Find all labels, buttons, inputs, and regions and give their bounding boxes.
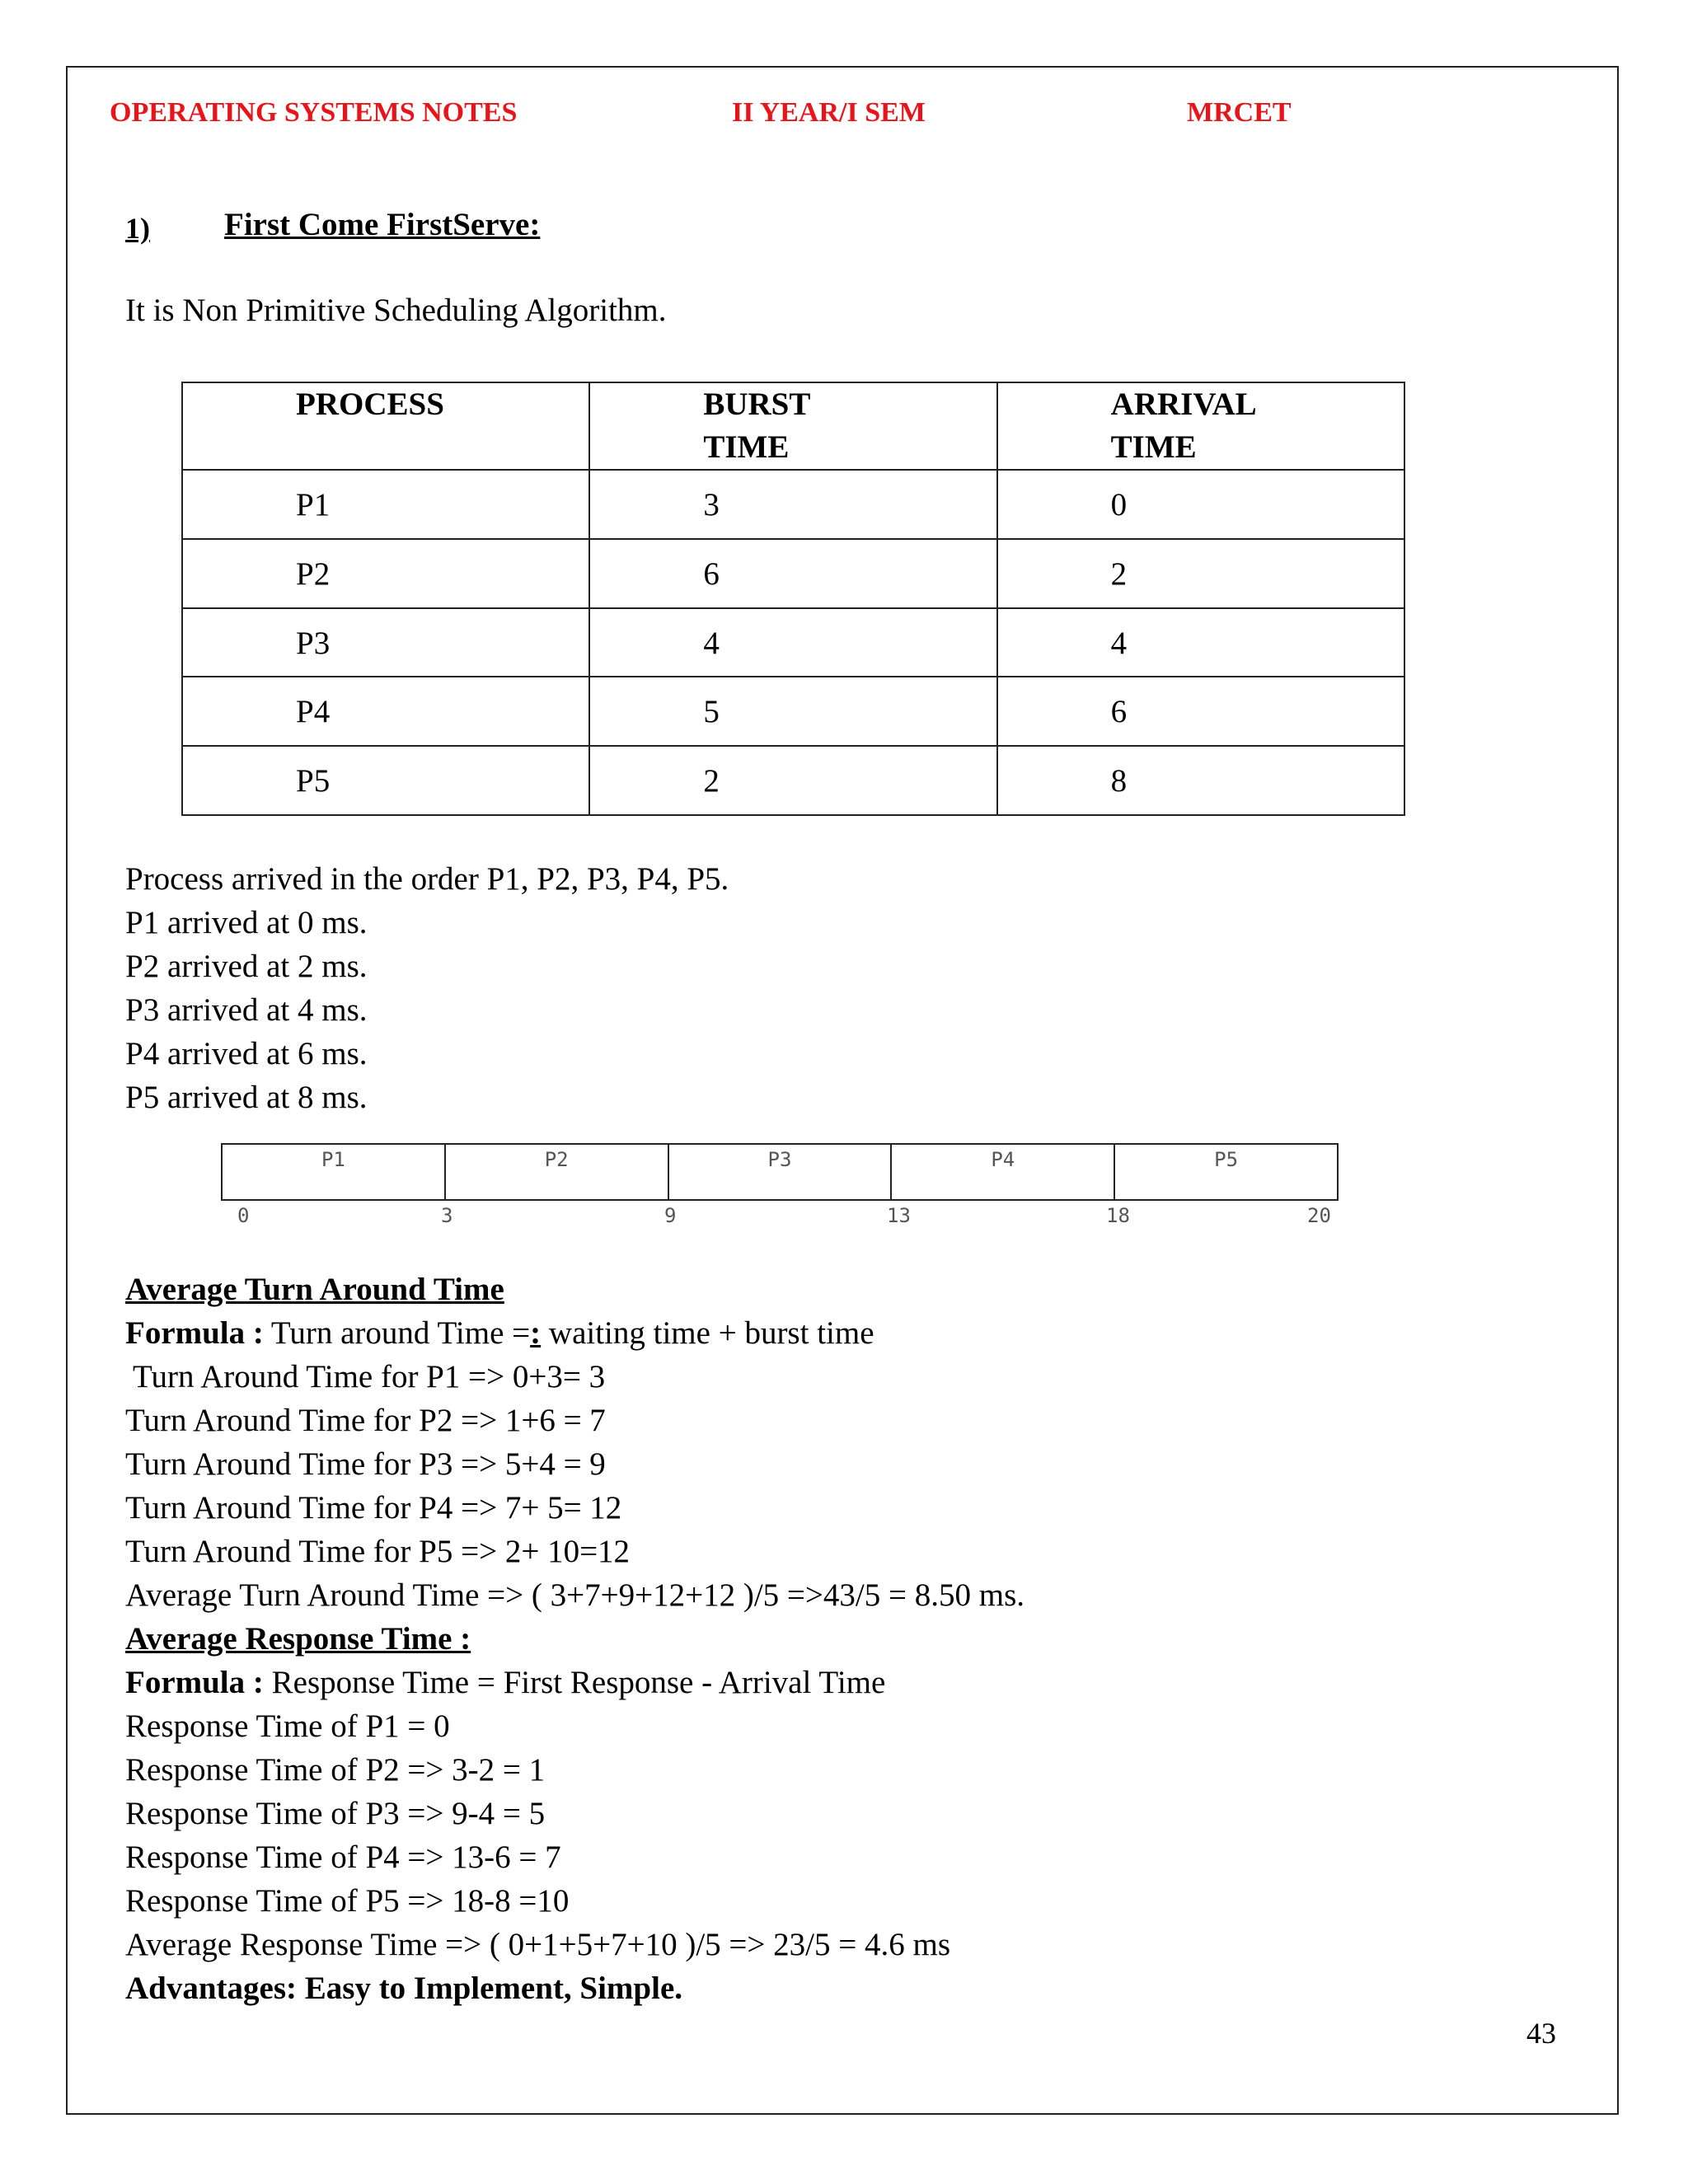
- header-cell-process: PROCESS: [182, 382, 589, 470]
- arrival-line: P2 arrived at 2 ms.: [125, 949, 368, 984]
- rt-line: Response Time of P4 => 13-6 = 7: [125, 1840, 561, 1875]
- table-row: [182, 746, 1404, 815]
- table-cell: 4: [997, 608, 1404, 677]
- tat-line: Turn Around Time for P2 => 1+6 = 7: [125, 1403, 606, 1438]
- table-cell: P2: [182, 539, 589, 608]
- table-cell: P3: [182, 608, 589, 677]
- gantt-tick: 13: [887, 1204, 911, 1227]
- gantt-tick: 20: [1307, 1204, 1331, 1227]
- advantages: Advantages: Easy to Implement, Simple.: [125, 1971, 683, 2006]
- intro-text: It is Non Primitive Scheduling Algorithm.: [125, 293, 667, 328]
- page-number: 43: [1526, 2017, 1556, 2050]
- gantt-chart: [221, 1143, 1339, 1201]
- rt-heading: Average Response Time :: [125, 1621, 471, 1657]
- rt-formula: Formula : Response Time = First Response - Arrival Time: [125, 1665, 886, 1700]
- header-course-title: OPERATING SYSTEMS NOTES: [110, 97, 518, 128]
- arrival-description: [125, 857, 729, 1119]
- table-row: [182, 608, 1404, 677]
- arrival-line: P5 arrived at 8 ms.: [125, 1080, 368, 1115]
- tat-line: Turn Around Time for P3 => 5+4 = 9: [125, 1446, 606, 1482]
- header-year-sem: II YEAR/I SEM: [732, 97, 926, 128]
- table-cell: 5: [589, 677, 996, 746]
- table-cell: 4: [589, 608, 996, 677]
- gantt-block: P5: [1214, 1148, 1239, 1171]
- process-table: [181, 382, 1405, 816]
- arrival-line: P4 arrived at 6 ms.: [125, 1036, 368, 1071]
- arrival-line: Process arrived in the order P1, P2, P3, P4, P5.: [125, 861, 729, 897]
- tat-heading: Average Turn Around Time: [125, 1272, 504, 1307]
- arrival-line: P1 arrived at 0 ms.: [125, 905, 368, 940]
- gantt-block: P3: [669, 1145, 893, 1199]
- table-cell: 6: [589, 539, 996, 608]
- gantt-block: P1: [223, 1145, 446, 1199]
- section-title: First Come FirstServe:: [224, 207, 541, 242]
- gantt-tick: 9: [664, 1204, 677, 1227]
- table-cell: 2: [997, 539, 1404, 608]
- table-cell: 0: [997, 470, 1404, 539]
- table-cell: P1: [182, 470, 589, 539]
- table-cell: 3: [589, 470, 996, 539]
- header-cell-burst-time: BURST TIME: [589, 382, 996, 470]
- table-cell: 6: [997, 677, 1404, 746]
- tat-line: Turn Around Time for P4 => 7+ 5= 12: [125, 1490, 622, 1526]
- table-row: [182, 677, 1404, 746]
- tat-line: Turn Around Time for P5 => 2+ 10=12: [125, 1534, 631, 1569]
- table-row: [182, 470, 1404, 539]
- rt-line: Response Time of P1 = 0: [125, 1708, 450, 1744]
- gantt-tick: 18: [1106, 1204, 1130, 1227]
- header-cell-arrival-time: ARRIVAL TIME: [997, 382, 1404, 470]
- header-institution: MRCET: [1187, 97, 1292, 128]
- gantt-block: P2: [446, 1145, 669, 1199]
- rt-average: Average Response Time => ( 0+1+5+7+10 )/5 => 23/5 = 4.6 ms: [125, 1927, 951, 1962]
- table-cell: P4: [182, 677, 589, 746]
- section-number: 1): [125, 212, 150, 245]
- table-cell: P5: [182, 746, 589, 815]
- tat-average: Average Turn Around Time => ( 3+7+9+12+12 )/5 =>43/5 = 8.50 ms.: [125, 1577, 1025, 1613]
- arrival-line: P3 arrived at 4 ms.: [125, 992, 368, 1028]
- gantt-block: P4: [892, 1145, 1115, 1199]
- calculations: [125, 1268, 1025, 2010]
- gantt-tick: 0: [237, 1204, 250, 1227]
- rt-line: Response Time of P5 => 18-8 =10: [125, 1883, 570, 1919]
- rt-line: Response Time of P2 => 3-2 = 1: [125, 1752, 546, 1788]
- table-cell: 8: [997, 746, 1404, 815]
- table-header-row: [182, 382, 1404, 470]
- tat-line: Turn Around Time for P1 => 0+3= 3: [125, 1359, 606, 1394]
- table-cell: 2: [589, 746, 996, 815]
- rt-line: Response Time of P3 => 9-4 = 5: [125, 1796, 546, 1831]
- table-row: [182, 539, 1404, 608]
- gantt-tick: 3: [441, 1204, 453, 1227]
- tat-formula: Formula : Turn around Time =: waiting time + burst time: [125, 1315, 874, 1351]
